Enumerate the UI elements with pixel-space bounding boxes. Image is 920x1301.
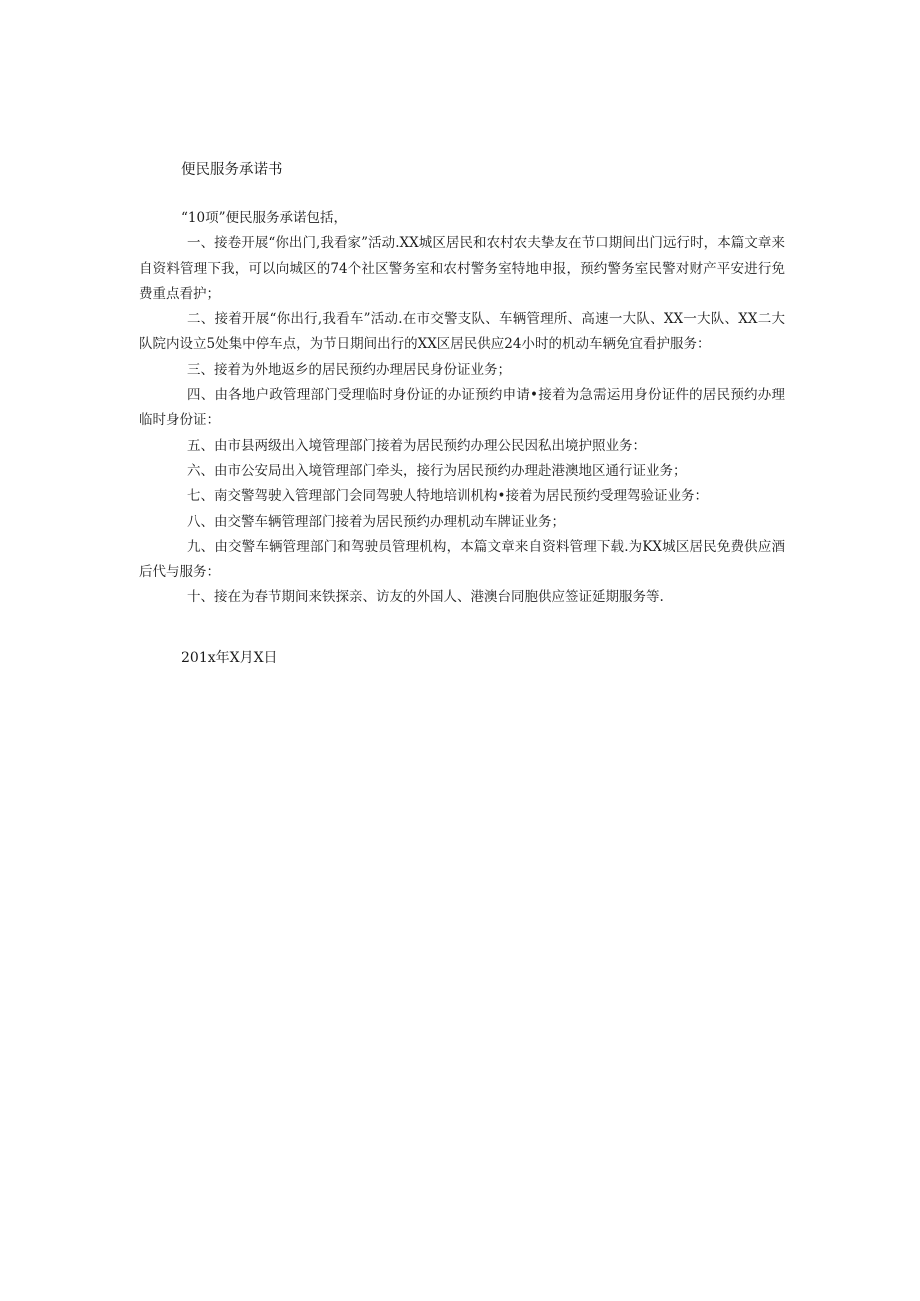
intro-paragraph: “10项”便民服务承诺包括， [181, 210, 347, 226]
commitment-item-1: 一、接卷开展“你出门,我看家”活动.XX城区居民和农村农夫挚友在节口期间出门远行时，本篇文章来自资料管理下我，可以向城区的74个社区警务室和农村警务室特地申报，预约警务室民警对财产平安进行免费重点看护； [139, 235, 785, 302]
commitment-item-3: 三、接着为外地返乡的居民预约办理居民身份证业务； [187, 361, 511, 378]
commitment-item-2: 二、接着开展“你出行,我看车”活动.在市交警支队、车辆管理所、高速一大队、XX一大队、XX二大队院内设立5处集中停车点，为节日期间出行的XX区居民供应24小时的机动车辆免宜看护服务： [139, 311, 785, 353]
commitment-item-6: 六、由市公安局出入境管理部门牵头，接行为居民预约办理赴港澳地区通行证业务； [187, 462, 687, 479]
commitment-item-5: 五、由市县两级出入境管理部门接着为居民预约办理公民因私出境护照业务： [187, 437, 646, 454]
document-body [139, 206, 785, 611]
commitment-item-10: 十、接在为春节期间来铁探亲、访友的外国人、港澳台同胞供应签证延期服务等. [187, 589, 664, 606]
commitment-item-4: 四、由各地户政管理部门受理临时身份证的办证预约申请•接着为急需运用身份证件的居民预约办理临时身份证： [139, 387, 785, 429]
document-date: 201x年X月X日 [181, 650, 278, 666]
commitment-item-7: 七、南交警驾驶入管理部门会同驾驶人特地培训机构•接着为居民预约受理驾验证业务： [187, 488, 708, 505]
commitment-item-8: 八、由交警车辆管理部门接着为居民预约办理机动车牌证业务； [187, 513, 565, 530]
document-title: 便民服务承诺书 [181, 162, 283, 178]
commitment-item-9: 九、由交警车辆管理部门和驾驶员管理机构，本篇文章来自资料管理下载.为KX城区居民免费供应酒后代与服务： [139, 538, 785, 581]
